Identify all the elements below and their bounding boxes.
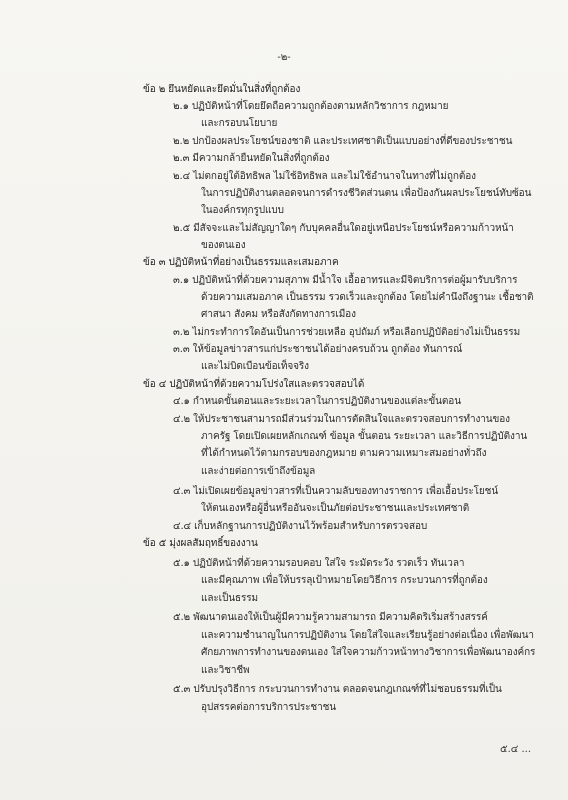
clause-5-2-cont: และความชำนาญในการปฏิบัติงาน โดยใส่ใจและเรียนรู้อย่างต่อเนื่อง เพื่อพัฒนา [201,630,534,641]
clause-5-2-cont3: และวิชาชีพ [201,665,250,676]
clause-5-2-cont2: ศักยภาพการทำงานของตนเอง ใส่ใจความก้าวหน้าทางวิชาการเพื่อพัฒนาองค์กร [201,647,536,658]
clause-2-5: ๒.๕ มีสัจจะและไม่สัญญาใดๆ กับบุคคลอื่นใดอยู่เหนือประโยชน์หรือความก้าวหน้า [173,223,514,234]
clause-2-3: ๒.๓ มีความกล้ายืนหยัดในสิ่งที่ถูกต้อง [173,153,330,164]
clause-2-4-cont2: ในองค์กรทุกรูปแบบ [201,205,284,216]
clause-2-4: ๒.๔ ไม่ตกอยู่ใต้อิทธิพล ไม่ใช้อิทธิพล และไม่ใช้อำนาจในทางที่ไม่ถูกต้อง [173,171,476,182]
clause-3-3: ๓.๓ ให้ข้อมูลข่าวสารแก่ประชาชนได้อย่างครบถ้วน ถูกต้อง ทันการณ์ [173,344,463,355]
clause-4-3: ๔.๓ ไม่เปิดเผยข้อมูลข่าวสารที่เป็นความลับของทางราชการ เพื่อเอื้อประโยชน์ [173,486,499,497]
clause-4-2-cont3: และง่ายต่อการเข้าถึงข้อมูล [201,466,316,477]
clause-3-1-cont: ด้วยความเสมอภาค เป็นธรรม รวดเร็วและถูกต้อง โดยไม่คำนึงถึงฐานะ เชื้อชาติ [201,292,534,303]
clause-2-4-cont: ในการปฏิบัติงานตลอดจนการดำรงชีวิตส่วนตน เพื่อป้องกันผลประโยชน์ทับซ้อน [201,188,532,199]
continuation-marker: ๕.๔ ... [500,744,532,755]
clause-5-1: ๕.๑ ปฏิบัติหน้าที่ด้วยความรอบคอบ ใส่ใจ ระมัดระวัง รวดเร็ว ทันเวลา [173,558,465,569]
clause-4-2: ๔.๒ ให้ประชาชนสามารถมีส่วนร่วมในการตัดสินใจและตรวจสอบการทำงานของ [173,414,510,425]
section-heading-2: ข้อ ๒ ยึนหยัดและยึดมั่นในสิ่งที่ถูกต้อง [143,84,301,95]
clause-2-1: ๒.๑ ปฏิบัติหน้าที่โดยยึดถือความถูกต้องตามหลักวิชาการ กฎหมาย [173,101,449,112]
clause-4-4: ๔.๔ เก็บหลักฐานการปฏิบัติงานไว้พร้อมสำหรับการตรวจสอบ [173,521,428,532]
clause-4-2-cont: ภาครัฐ โดยเปิดเผยหลักเกณฑ์ ข้อมูล ขั้นตอน ระยะเวลา และวิธีการปฏิบัติงาน [201,431,528,442]
clause-5-1-cont2: และเป็นธรรม [201,593,258,604]
clause-5-2: ๕.๒ พัฒนาตนเองให้เป็นผู้มีความรู้ความสามารถ มีความคิดริเริ่มสร้างสรรค์ [173,612,488,623]
section-heading-4: ข้อ ๔ ปฏิบัติหน้าที่ด้วยความโปร่งใสและตรวจสอบได้ [143,379,365,390]
clause-3-1-cont2: ศาสนา สังคม หรือสังกัดทางการเมือง [201,309,356,320]
clause-2-1-cont: และกรอบนโยบาย [201,118,278,129]
clause-5-1-cont: และมีคุณภาพ เพื่อให้บรรลุเป้าหมายโดยวิธีการ กระบวนการที่ถูกต้อง [201,575,488,586]
section-heading-5: ข้อ ๕ มุ่งผลสัมฤทธิ์ของงาน [143,538,258,549]
clause-4-1: ๔.๑ กำหนดขั้นตอนและระยะเวลาในการปฏิบัติงานของแต่ละขั้นตอน [173,396,461,407]
clause-2-5-cont: ของตนเอง [201,240,246,251]
clause-3-3-cont: และไม่บิดเบือนข้อเท็จจริง [201,361,309,372]
section-heading-3: ข้อ ๓ ปฏิบัติหน้าที่อย่างเป็นธรรมและเสมอภาค [143,257,339,268]
clause-3-2: ๓.๒ ไม่กระทำการใดอันเป็นการช่วยเหลือ อุปถัมภ์ หรือเลือกปฏิบัติอย่างไม่เป็นธรรม [173,327,521,338]
clause-5-3: ๕.๓ ปรับปรุงวิธีการ กระบวนการทำงาน ตลอดจนกฎเกณฑ์ที่ไม่ชอบธรรมที่เป็น [173,684,502,695]
clause-3-1: ๓.๑ ปฏิบัติหน้าที่ด้วยความสุภาพ มีน้ำใจ เอื้ออาทรและมีจิตบริการต่อผู้มารับบริการ [173,275,518,286]
clause-5-3-cont: อุปสรรคต่อการบริการประชาชน [201,702,337,713]
clause-4-2-cont2: ที่ได้กำหนดไว้ตามกรอบของกฎหมาย ตามความเหมาะสมอย่างทั่วถึง [201,448,487,459]
clause-2-2: ๒.๒ ปกป้องผลประโยชน์ของชาติ และประเทศชาติเป็นแบบอย่างที่ดีของประชาชน [173,136,513,147]
page-number: -๒- [277,52,291,63]
clause-4-3-cont: ให้ตนเองหรือผู้อื่นหรืออันจะเป็นภัยต่อประชาชนและประเทศชาติ [201,503,470,514]
